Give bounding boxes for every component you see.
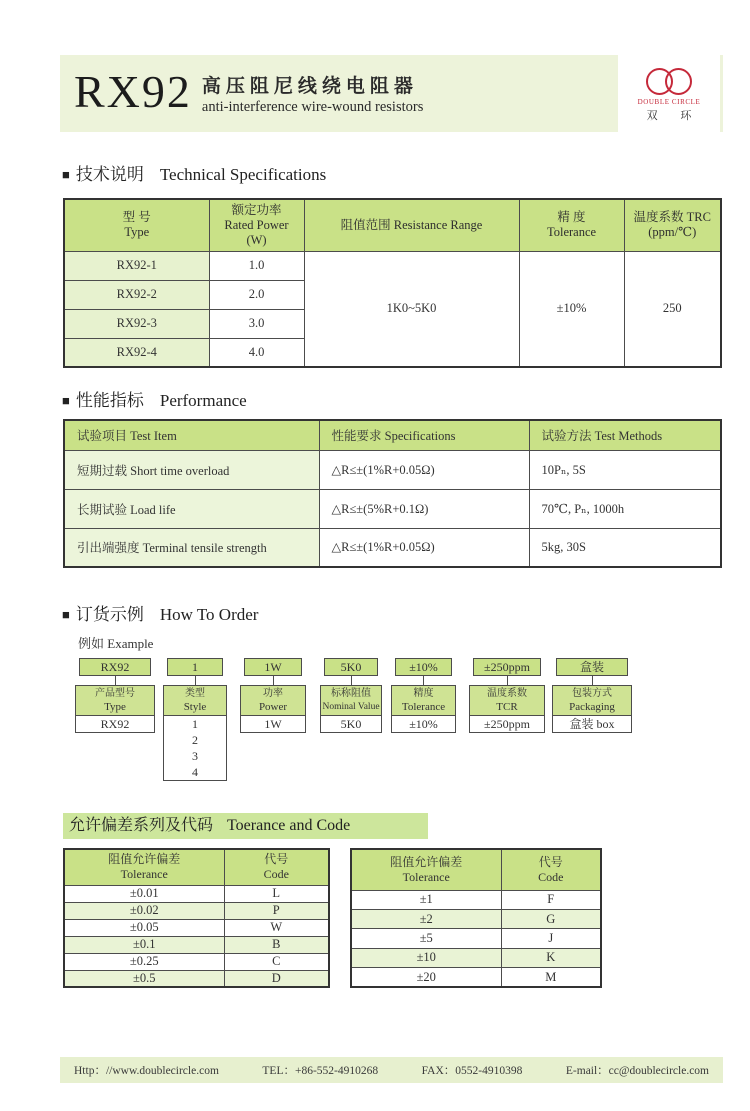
col-header-code: 代号 Code — [501, 849, 601, 890]
tolerance-cell: ±0.01 — [64, 885, 224, 902]
test-method-cell: 70℃, Pₙ, 1000h — [529, 489, 721, 528]
table-row — [64, 885, 329, 902]
footer-email: E-mail：cc@doublecircle.com — [565, 1065, 709, 1077]
table-row — [351, 890, 601, 909]
section-title-technical-specifications — [62, 160, 750, 185]
order-column-nominal-value — [320, 658, 382, 733]
tolerance-cell: ±0.05 — [64, 919, 224, 936]
footer-telephone: TEL：+86-552-4910268 — [262, 1065, 379, 1077]
section-title-performance — [62, 386, 750, 411]
order-field-options: 5K0 — [320, 716, 382, 733]
table-row — [64, 528, 721, 567]
tolerance-cell: ±5 — [351, 929, 501, 948]
connector-line — [592, 676, 593, 685]
technical-specifications-table — [63, 198, 722, 368]
order-field-label: 产品型号 Type — [75, 685, 155, 716]
table-row — [64, 450, 721, 489]
order-example-box: 1W — [244, 658, 302, 676]
trc-cell: 250 — [624, 251, 721, 367]
section-title-how-to-order — [62, 600, 750, 625]
logo-name-en: DOUBLE CIRCLE — [637, 98, 701, 106]
tolerance-cell: ±2 — [351, 909, 501, 928]
order-example-box: 5K0 — [324, 658, 378, 676]
type-cell: RX92-3 — [64, 309, 209, 338]
col-header-tolerance: 精 度 Tolerance — [519, 199, 624, 251]
tolerance-cell: ±0.5 — [64, 970, 224, 987]
order-field-options: ±10% — [391, 716, 456, 733]
header-band — [60, 55, 723, 132]
specification-cell: △R≤±(1%R+0.05Ω) — [319, 450, 529, 489]
table-row — [351, 909, 601, 928]
order-field-options: RX92 — [75, 716, 155, 733]
code-cell: M — [501, 968, 601, 987]
table-row — [64, 489, 721, 528]
connector-line — [195, 676, 196, 685]
col-header-test-item: 试验项目 Test Item — [64, 420, 319, 450]
tolerance-cell: ±10% — [519, 251, 624, 367]
connector-line — [351, 676, 352, 685]
spec-header-row — [64, 199, 721, 251]
type-cell: RX92-1 — [64, 251, 209, 280]
code-cell: P — [224, 902, 329, 919]
tolerance-cell: ±0.02 — [64, 902, 224, 919]
tolerance-cell: ±1 — [351, 890, 501, 909]
order-field-label: 包装方式 Packaging — [552, 685, 632, 716]
model-number: RX92 — [74, 66, 192, 117]
test-method-cell: 5kg, 30S — [529, 528, 721, 567]
section-title-cn: 技术说明 — [75, 165, 144, 184]
connector-line — [423, 676, 424, 685]
order-field-options: 盒装 box — [552, 716, 632, 733]
performance-table — [63, 419, 722, 568]
col-header-resistance-range: 阻值范围 Resistance Range — [304, 199, 519, 251]
test-method-cell: 10Pₙ, 5S — [529, 450, 721, 489]
code-cell: C — [224, 953, 329, 970]
power-cell: 1.0 — [209, 251, 304, 280]
section-title-cn: 性能指标 — [75, 391, 144, 410]
product-title-cn: 高压阻尼线绕电阻器 — [201, 76, 418, 97]
order-code-diagram — [75, 658, 750, 779]
power-cell: 4.0 — [209, 338, 304, 367]
tolerance-code-table-right — [350, 848, 602, 988]
col-header-rated-power: 额定功率 Rated Power (W) — [209, 199, 304, 251]
logo-name-cn: 双 环 — [646, 110, 702, 122]
table-row — [351, 948, 601, 967]
order-example-box: 1 — [167, 658, 223, 676]
test-item-cell: 引出端强度 Terminal tensile strength — [64, 528, 319, 567]
section-title-tolerance-and-code — [63, 813, 428, 839]
order-column-packaging — [552, 658, 632, 733]
footer-bar — [60, 1057, 723, 1083]
col-header-tolerance: 阻值允许偏差 Tolerance — [351, 849, 501, 890]
type-cell: RX92-4 — [64, 338, 209, 367]
tolerance-cell: ±10 — [351, 948, 501, 967]
order-field-options: ±250ppm — [469, 716, 545, 733]
black-square-bullet: ■ — [62, 607, 70, 622]
test-item-cell: 长期试验 Load life — [64, 489, 319, 528]
order-field-label: 标称阻值 Nominal Value — [320, 685, 382, 716]
col-header-specifications: 性能要求 Specifications — [319, 420, 529, 450]
table-row — [351, 968, 601, 987]
col-header-trc: 温度系数 TRC (ppm/℃) — [624, 199, 721, 251]
connector-line — [115, 676, 116, 685]
header-titles — [202, 71, 423, 116]
double-circle-icon — [646, 68, 692, 95]
order-example-box: 盒装 — [556, 658, 628, 676]
table-row — [351, 929, 601, 948]
power-cell: 2.0 — [209, 280, 304, 309]
tolerance-cell: ±20 — [351, 968, 501, 987]
col-header-test-methods: 试验方法 Test Methods — [529, 420, 721, 450]
section-title-en: Performance — [159, 391, 247, 410]
section-title-cn: 订货示例 — [75, 605, 144, 624]
tol-header-row — [64, 849, 329, 885]
table-row — [64, 953, 329, 970]
footer-website: Http：//www.doublecircle.com — [74, 1065, 219, 1077]
order-column-tcr — [469, 658, 545, 733]
code-cell: J — [501, 929, 601, 948]
perf-header-row — [64, 420, 721, 450]
specification-cell: △R≤±(1%R+0.05Ω) — [319, 528, 529, 567]
code-cell: L — [224, 885, 329, 902]
section-title-cn: 允许偏差系列及代码 — [69, 817, 214, 834]
specification-cell: △R≤±(5%R+0.1Ω) — [319, 489, 529, 528]
table-row — [64, 251, 721, 280]
order-field-options: 1 2 3 4 — [163, 716, 227, 781]
tol-header-row — [351, 849, 601, 890]
order-example-box: RX92 — [79, 658, 151, 676]
type-cell: RX92-2 — [64, 280, 209, 309]
table-row — [64, 970, 329, 987]
order-field-label: 温度系数 TCR — [469, 685, 545, 716]
double-circle-logo — [618, 55, 720, 132]
code-cell: D — [224, 970, 329, 987]
table-row — [64, 902, 329, 919]
footer-fax: FAX：0552-4910398 — [421, 1065, 523, 1077]
tolerance-code-table-left — [63, 848, 330, 988]
product-title-en: anti-interference wire-wound resistors — [201, 99, 424, 115]
tolerance-tables-row — [63, 848, 750, 988]
order-field-label: 功率 Power — [240, 685, 306, 716]
resistance-range-cell: 1K0~5K0 — [304, 251, 519, 367]
order-example-box: ±250ppm — [473, 658, 541, 676]
table-row — [64, 936, 329, 953]
example-label: 例如 Example — [78, 636, 154, 651]
table-row — [64, 919, 329, 936]
circle-right-icon — [665, 68, 692, 95]
black-square-bullet: ■ — [62, 393, 70, 408]
test-item-cell: 短期过载 Short time overload — [64, 450, 319, 489]
section-title-en: Technical Specifications — [159, 165, 327, 184]
order-field-label: 精度 Tolerance — [391, 685, 456, 716]
order-column-type — [75, 658, 155, 733]
order-field-label: 类型 Style — [163, 685, 227, 716]
connector-line — [507, 676, 508, 685]
col-header-code: 代号 Code — [224, 849, 329, 885]
tolerance-cell: ±0.25 — [64, 953, 224, 970]
tolerance-cell: ±0.1 — [64, 936, 224, 953]
code-cell: G — [501, 909, 601, 928]
col-header-tolerance: 阻值允许偏差 Tolerance — [64, 849, 224, 885]
code-cell: F — [501, 890, 601, 909]
connector-line — [273, 676, 274, 685]
order-field-options: 1W — [240, 716, 306, 733]
order-example-box: ±10% — [395, 658, 452, 676]
code-cell: K — [501, 948, 601, 967]
section-title-en: How To Order — [159, 605, 259, 624]
code-cell: W — [224, 919, 329, 936]
black-square-bullet: ■ — [62, 167, 70, 182]
power-cell: 3.0 — [209, 309, 304, 338]
order-column-tolerance — [391, 658, 456, 733]
order-column-power — [240, 658, 306, 733]
section-title-en: Toerance and Code — [227, 817, 351, 834]
col-header-type: 型 号 Type — [64, 199, 209, 251]
code-cell: B — [224, 936, 329, 953]
order-column-style — [163, 658, 227, 781]
